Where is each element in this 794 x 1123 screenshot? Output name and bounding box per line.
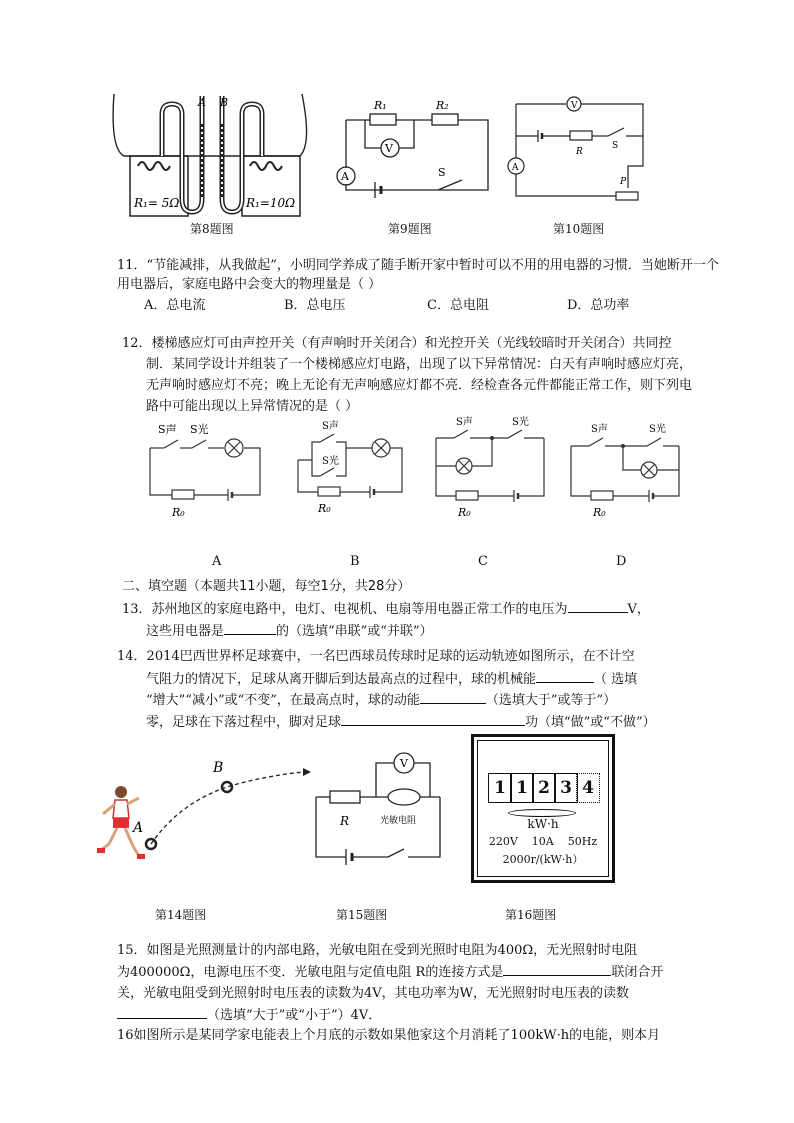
figure-15-circuit [308, 745, 448, 865]
q11-option-a: A．总电流 [144, 298, 206, 313]
q12b-s-light: S光 [322, 456, 339, 467]
fig8-caption: 第8题图 [190, 222, 234, 236]
fig10-p: P [620, 177, 627, 187]
q14-line-4 [146, 711, 656, 733]
q11-line-2: 用电器后，家庭电路中会变大的物理量是（ ） [117, 277, 382, 292]
q15-line-2-text: 为400000Ω，电源电压不变．光敏电阻与定值电阻 R的连接方式是 [117, 965, 504, 980]
fig9-ammeter: A [341, 170, 349, 183]
fig8-r2-label: R₁=10Ω [246, 196, 296, 210]
fig10-ammeter: A [512, 163, 519, 173]
fig9-r1: R₁ [374, 99, 387, 112]
fig15-sensor: 光敏电阻 [380, 816, 417, 826]
q13-blank-connection[interactable] [224, 620, 276, 635]
q13-line-2-text: 这些用电器是 [146, 624, 225, 639]
q12-line-4: 路中可能出现以上异常情况的是（ ） [146, 399, 359, 414]
q13-line-2 [146, 620, 433, 642]
fig16-caption: 第16题图 [505, 908, 557, 922]
meter-digit-decimal: 4 [576, 773, 600, 803]
q15-line-2 [117, 961, 663, 983]
fig14-point-b: B [213, 760, 224, 776]
q15-line-4-hint: （选填“大于”或“小于”）4V． [207, 1008, 382, 1023]
q14-line-3-hint: （选填大于”或等于”） [485, 693, 617, 708]
q12-circuit-c [430, 418, 550, 523]
q12-circuit-a [140, 420, 265, 520]
q14-line-2-hint: （ 选填 [594, 672, 638, 687]
q12-line-2: 制．某同学设计并组装了一个楼梯感应灯电路，出现了以下异常情况：白天有声响时感应灯亮， [146, 357, 693, 372]
q13-line-1-text: 13．苏州地区的家庭电路中，电灯、电视机、电扇等用电器正常工作的电压为 [122, 602, 568, 617]
fig10-voltmeter: V [571, 101, 578, 111]
q11-line-1: 11．“节能减排，从我做起”，小明同学养成了随手断开家中暂时可以不用的用电器的习惯．当她断开一个 [117, 258, 719, 273]
q12d-s-sound: S声 [591, 424, 608, 435]
figure-9-circuit [330, 98, 490, 198]
q16-line-1: 16如图所示是某同学家电能表上个月底的示数如果他家这个月消耗了100kW·h的电能，则本月 [117, 1028, 661, 1043]
q12b-r0: R₀ [318, 502, 331, 515]
q12-label-a: A [212, 554, 222, 569]
fig8-label-b: B [220, 96, 229, 109]
meter-digit-3: 2 [532, 773, 556, 803]
q13-line-2-hint: 的（选填“串联”或“并联”） [276, 624, 433, 639]
q11-option-b: B．总电压 [284, 298, 346, 313]
q14-blank-kinetic-energy[interactable] [420, 689, 486, 704]
q14-line-2 [146, 668, 637, 690]
meter-rate: 2000r/(kW·h） [502, 853, 584, 866]
q12a-s-sound: S声 [158, 423, 177, 436]
q13-line-1 [122, 598, 650, 620]
q14-line-3-text: “增大”“减小”或“不变”，在最高点时，球的动能 [146, 693, 420, 708]
fig10-r: R [576, 147, 583, 157]
q12-line-1: 12．楼梯感应灯可由声控开关（有声响时开关闭合）和光控开关（光线较暗时开关闭合）共同控 [122, 336, 672, 351]
q12a-r0: R₀ [172, 506, 185, 519]
q14-line-4-text: 零，足球在下落过程中，脚对足球 [146, 715, 342, 730]
q12b-s-sound: S声 [322, 421, 339, 432]
meter-spec: 220V 10A 50Hz [488, 835, 598, 848]
q12c-s-sound: S声 [456, 417, 473, 428]
q14-blank-mechanical-energy[interactable] [536, 668, 594, 683]
q12c-s-light: S光 [512, 417, 529, 428]
fig15-r: R [340, 814, 350, 828]
meter-digit-1: 1 [488, 773, 512, 803]
fig9-r2: R₂ [436, 99, 449, 112]
q12-label-d: D [616, 554, 627, 569]
meter-digit-2: 1 [510, 773, 534, 803]
q11-option-d: D．总功率 [567, 298, 630, 313]
fig8-r1-label: R₁= 5Ω [134, 196, 180, 210]
fig9-caption: 第9题图 [388, 222, 432, 236]
fig9-switch: S [438, 166, 446, 179]
q15-blank-connection[interactable] [503, 961, 611, 976]
fig10-caption: 第10题图 [553, 222, 605, 236]
q12a-s-light: S光 [190, 423, 209, 436]
q15-line-4 [117, 1004, 381, 1026]
meter-unit: kW·h [527, 817, 559, 831]
figure-16-meter [471, 734, 615, 883]
q12-line-3: 无声响时感应灯不亮；晚上无论有无声响感应灯都不亮．经检查各元件都能正常工作，则下列电 [146, 378, 693, 393]
figure-8-diagram [112, 94, 312, 219]
q15-line-1: 15．如图是光照测量计的内部电路，光敏电阻在受到光照时电阻为400Ω，无光照射时电阻 [117, 943, 638, 958]
q15-line-3: 关，光敏电阻受到光照射时电压表的读数为4V，其电功率为W，无光照射时电压表的读数 [117, 986, 630, 1001]
fig9-voltmeter: V [385, 142, 393, 155]
q11-option-c: C．总电阻 [427, 298, 489, 313]
q12-circuit-b [292, 420, 407, 520]
q13-blank-voltage[interactable] [568, 598, 628, 613]
section-2-title: 二、填空题（本题共11小题，每空1分，共28分） [122, 579, 411, 594]
q13-line-1-unit: V， [627, 602, 650, 617]
q14-line-2-text: 气阻力的情况下，足球从离开脚后到达最高点的过程中，球的机械能 [146, 672, 537, 687]
fig10-s: S [612, 141, 619, 151]
q12d-s-light: S光 [649, 424, 666, 435]
fig14-point-a: A [133, 820, 144, 836]
q14-line-4-hint: 功（填“做”或“不做”） [525, 715, 656, 730]
q12-circuit-d [565, 418, 685, 523]
meter-digit-panel [488, 773, 600, 801]
fig8-label-a: A [198, 96, 206, 109]
q14-line-1: 14．2014巴西世界杯足球赛中，一名巴西球员传球时足球的运动轨迹如图所示，在不计空 [117, 649, 635, 664]
q12-label-b: B [350, 554, 360, 569]
figure-14-soccer [85, 752, 325, 867]
meter-digit-4: 3 [554, 773, 578, 803]
q12d-r0: R₀ [593, 506, 606, 519]
q15-line-2-tail: 联闭合开 [611, 965, 664, 980]
meter-rotor-disc [508, 809, 576, 817]
q14-line-3 [146, 689, 616, 711]
figure-10-circuit [508, 96, 648, 206]
fig15-voltmeter: V [400, 757, 408, 770]
q12c-r0: R₀ [458, 506, 471, 519]
fig14-caption: 第14题图 [155, 908, 207, 922]
q12-label-c: C [478, 554, 488, 569]
q15-blank-voltage[interactable] [117, 1004, 207, 1019]
fig15-caption: 第15题图 [336, 908, 388, 922]
q14-blank-work[interactable] [341, 711, 525, 726]
